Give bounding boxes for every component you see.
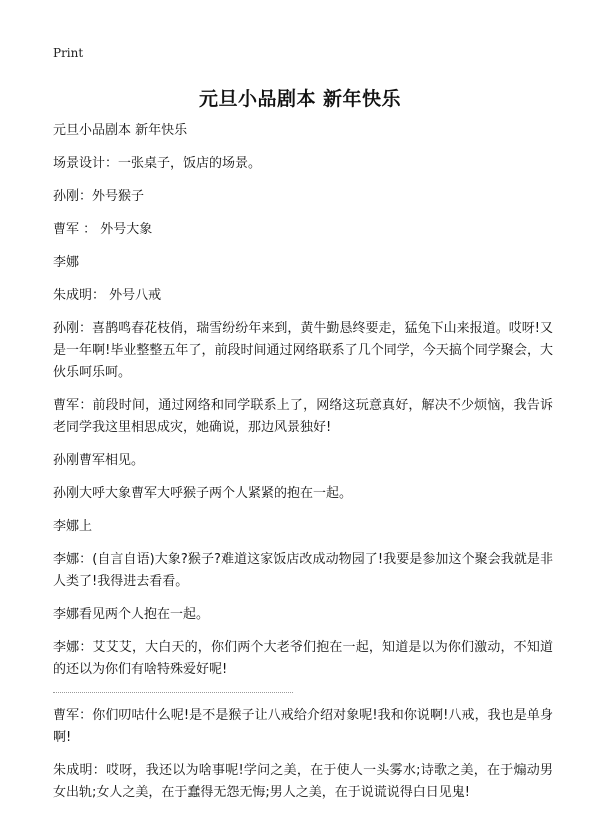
page-title: 元旦小品剧本 新年快乐 xyxy=(198,88,402,110)
paragraph: 李娜 xyxy=(53,255,80,270)
paragraph: 孙刚：喜鹊鸣春花枝俏，瑞雪纷纷年来到，黄牛勤恳终要走，猛兔下山来报道。哎呀!又是一年啊!毕业整整五年了，前段时间通过网络联系了几个同学，今天搞个同学聚会，大伙乐呵乐呵。 xyxy=(53,321,553,380)
paragraph: 元旦小品剧本 新年快乐 xyxy=(53,123,188,138)
paragraph: 李娜：艾艾艾，大白天的，你们两个大老爷们抱在一起，知道是以为你们激动，不知道的还以为你们有啥特殊爱好呢! xyxy=(53,640,553,677)
print-link[interactable]: Print xyxy=(53,46,84,60)
dotted-divider xyxy=(53,692,293,693)
paragraph: 孙刚大呼大象曹军大呼猴子两个人紧紧的抱在一起。 xyxy=(53,486,353,501)
paragraph: 场景设计：一张桌子，饭店的场景。 xyxy=(53,156,262,171)
paragraph: 李娜看见两个人抱在一起。 xyxy=(53,607,210,622)
paragraph: 曹军：你们叨咕什么呢!是不是猴子让八戒给介绍对象呢!我和你说啊!八戒，我也是单身啊! xyxy=(53,708,553,745)
paragraph: 李娜：(自言自语)大象?猴子?难道这家饭店改成动物园了!我要是参加这个聚会我就是非人类了!我得进去看看。 xyxy=(53,552,553,589)
paragraph: 孙刚曹军相见。 xyxy=(53,453,145,468)
paragraph: 李娜上 xyxy=(53,519,93,534)
document-body xyxy=(53,120,553,815)
paragraph: 曹军 ： 外号大象 xyxy=(53,222,153,237)
paragraph: 孙刚：外号猴子 xyxy=(53,189,145,204)
paragraph: 朱成明：哎呀，我还以为啥事呢!学问之美，在于使人一头雾水;诗歌之美，在于煽动男女出轨;女人之美，在于蠢得无怨无悔;男人之美，在于说谎说得白日见鬼! xyxy=(53,763,553,800)
paragraph: 曹军：前段时间，通过网络和同学联系上了，网络这玩意真好，解决不少烦恼，我告诉老同学我这里相思成灾，她确说，那边风景独好! xyxy=(53,398,553,435)
paragraph: 朱成明： 外号八戒 xyxy=(53,288,162,303)
